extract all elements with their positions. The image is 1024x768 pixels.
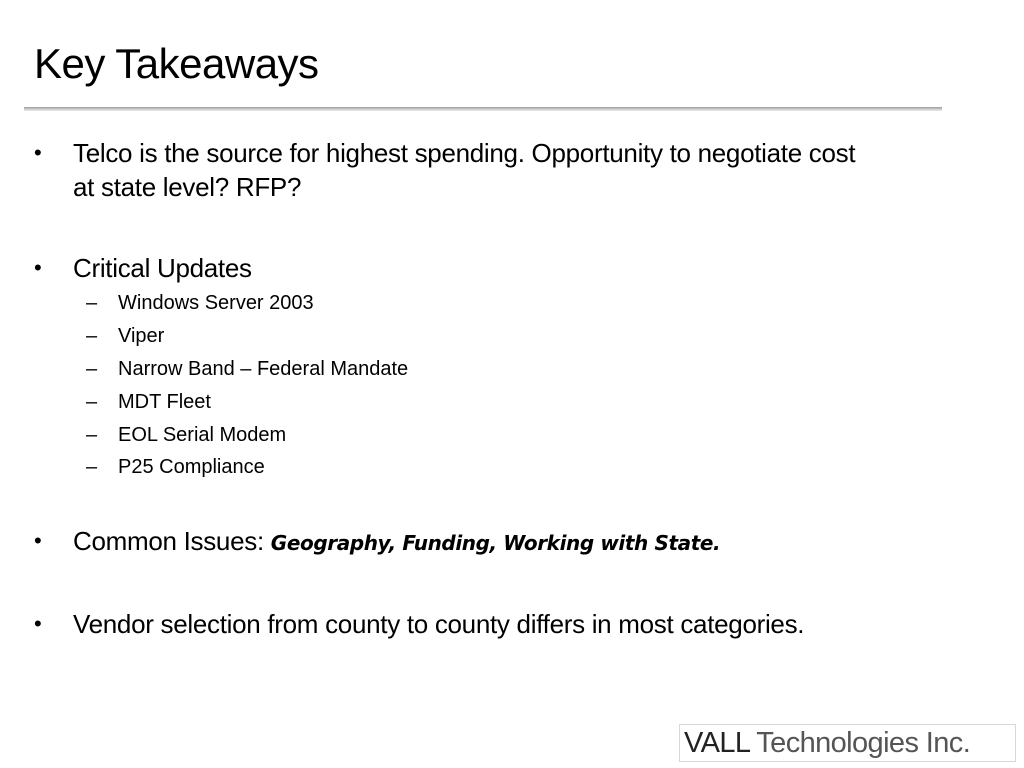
- bullet-telco-line1: Telco is the source for highest spending. Opportunity to negotiate cost: [73, 138, 856, 168]
- sub-item-viper: Viper: [118, 325, 165, 347]
- sub-item-narrow-band: Narrow Band – Federal Mandate: [118, 358, 409, 380]
- sub-bullet-dash: –: [86, 456, 98, 478]
- sub-item-windows-server: Windows Server 2003: [118, 292, 314, 314]
- bullet-common-issues: [73, 524, 1003, 560]
- sub-item-eol-serial-modem: EOL Serial Modem: [118, 424, 287, 446]
- sub-bullet-dash: –: [86, 424, 98, 446]
- bullet-telco: [73, 136, 1003, 204]
- sub-item-p25-compliance: P25 Compliance: [118, 456, 265, 478]
- sub-bullet-dash: –: [86, 325, 98, 347]
- common-issues-emphasis: Geography, Funding, Working with State.: [270, 531, 721, 555]
- bullet-critical-updates: Critical Updates: [73, 253, 252, 283]
- bullet-vendor-selection: Vendor selection from county to county differs in most categories.: [73, 609, 805, 639]
- bullet-marker: •: [34, 255, 42, 280]
- sub-bullet-dash: –: [86, 358, 98, 380]
- vall-technologies-logo: [679, 724, 1016, 762]
- bullet-marker: •: [34, 140, 42, 165]
- slide-title: Key Takeaways: [34, 40, 319, 87]
- bullet-marker: •: [34, 611, 42, 636]
- title-divider: [24, 107, 942, 111]
- common-issues-label: Common Issues:: [73, 526, 271, 556]
- sub-bullet-dash: –: [86, 391, 98, 413]
- bullet-marker: •: [34, 528, 42, 553]
- logo-brand: VALL: [684, 727, 750, 759]
- bullet-telco-line2: at state level? RFP?: [73, 172, 302, 202]
- sub-item-mdt-fleet: MDT Fleet: [118, 391, 211, 413]
- logo-rest: Technologies Inc.: [749, 727, 971, 759]
- sub-bullet-dash: –: [86, 292, 98, 314]
